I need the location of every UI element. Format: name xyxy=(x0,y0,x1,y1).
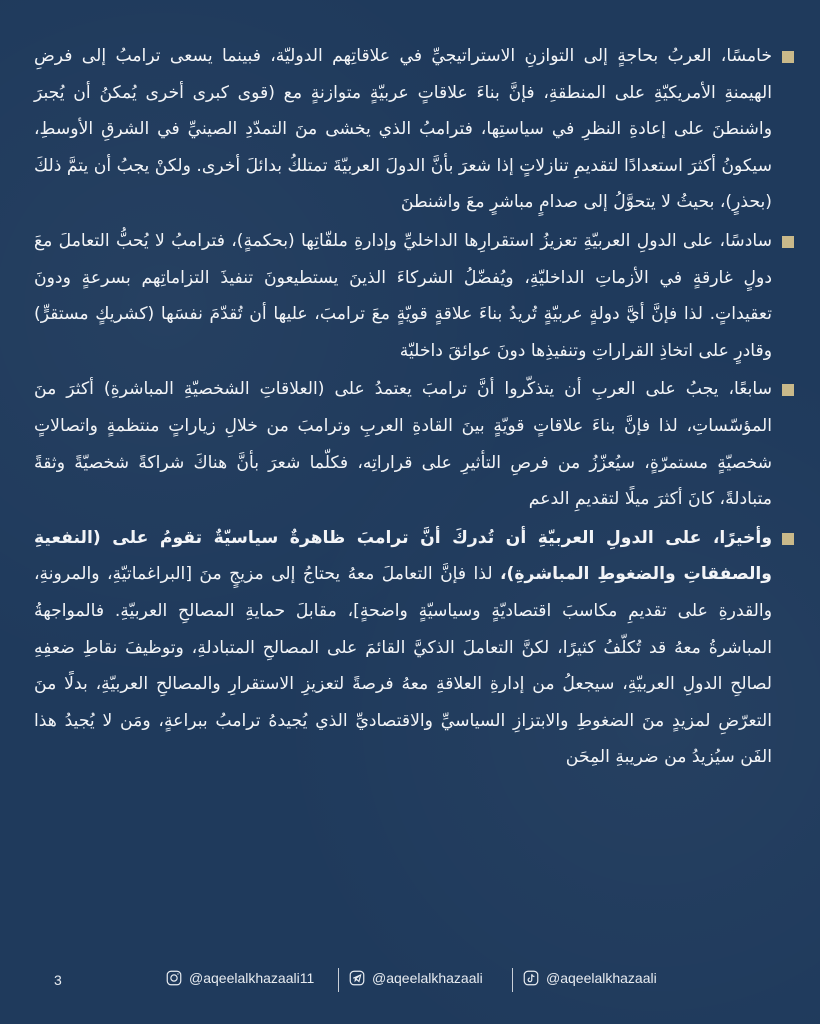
instagram-icon xyxy=(165,969,183,987)
paragraph-text: لذا فإنَّ التعاملَ معهُ يحتاجُ إلى مزيجٍ منَ [البراغماتيّةِ، والمرونةِ، والقدرةِ على تقديمِ مكاسبَ اقتصاديّةٍ وسياسيّةٍ واضحةٍ]، مقابلَ حمايةِ المصالحِ العربيّةِ. فالمواجهةُ المباشرةُ معهُ قد تُكلّفُ كثيرًا، لكنَّ التعاملَ الذكيَّ القائمَ على المصالحِ المتبادلةِ، وتوظيفَ نقاطِ ضعفِهِ لصالحِ الدولِ العربيّةِ، سيجعلُ من إدارةِ العلاقةِ معهُ فرصةً لتعزيزِ الاستقرارِ والمصالحِ العربيّةِ، بدلًا منَ التعرّضِ لمزيدٍ منَ الضغوطِ والابتزازِ السياسيِّ والاقتصاديِّ الذي يُجيدهُ ترامبُ ببراعةٍ، ومَن لا يُجيدُ هذا الفَن سيُزيدُ من ضريبةِ المِحَن xyxy=(34,564,772,768)
bullet-square-icon xyxy=(782,51,794,63)
paragraph-text: سادسًا، على الدولِ العربيّةِ تعزيزُ استقرارِها الداخليِّ وإدارةِ ملفّاتِها (بحكمةٍ)، فترامبُ لا يُحبُّ التعاملَ معَ دولٍ غارقةٍ في الأزماتِ الداخليّةِ، ويُفضّلُ الشركاءَ الذينَ يستطيعونَ تنفيذَ التزاماتِهم بسرعةٍ ودونَ تعقيداتٍ. لذا فإنَّ أيَّ دولةٍ عربيّةٍ تُريدُ بناءَ علاقةٍ قويّةٍ معَ ترامبَ، عليها أن تُقدّمَ نفسَها (كشريكٍ مستقرٍّ) وقادرٍ على اتخاذِ القراراتِ وتنفيذِها دونَ عوائقَ داخليّة xyxy=(34,230,772,361)
paragraph-text: سابعًا، يجبُ على العربِ أن يتذكّروا أنَّ ترامبَ يعتمدُ على (العلاقاتِ الشخصيّةِ المباشرةِ) أكثرَ منَ المؤسّساتِ، لذا فإنَّ بناءَ علاقاتٍ قويّةٍ بينَ القادةِ العربِ وترامبَ من خلالِ زياراتٍ منتظمةٍ واتصالاتٍ شخصيّةٍ مستمرّةٍ، سيُعزّزُ من فرصِ التأثيرِ على قراراتِه، فكلّما شعرَ بأنَّ هناكَ شراكةً شخصيّةً وثقةً متبادلةً، كانَ أكثرَ ميلًا لتقديمِ الدعم xyxy=(34,379,772,510)
paragraph-fifth xyxy=(34,38,794,221)
paragraph-seventh xyxy=(34,371,794,517)
telegram-handle-text: @aqeelalkhazaali xyxy=(372,970,483,986)
bullet-square-icon xyxy=(782,533,794,545)
article-body xyxy=(34,38,794,778)
telegram-icon xyxy=(348,969,366,987)
footer-divider xyxy=(512,968,513,992)
tiktok-handle-text: @aqeelalkhazaali xyxy=(546,970,657,986)
page-number: 3 xyxy=(54,972,62,988)
instagram-handle[interactable] xyxy=(165,969,314,987)
tiktok-icon xyxy=(522,969,540,987)
paragraph-text: خامسًا، العربُ بحاجةٍ إلى التوازنِ الاستراتيجيِّ في علاقاتِهم الدوليّة، فبينما يسعى ترامبُ إلى فرضِ الهيمنةِ الأمريكيّةِ على المنطقةِ، فإنَّ بناءَ علاقاتٍ عربيّةٍ متوازنةٍ مع (قوى كبرى أخرى يُمكنُ أن يُجبرَ واشنطنَ على إعادةِ النظرِ في سياستِها، فترامبُ الذي يخشى منَ التمدّدِ الصينيِّ في الشرقِ الأوسطِ، سيكونُ أكثرَ استعدادًا لتقديمِ تنازلاتٍ إذا شعرَ بأنَّ الدولَ العربيّةَ تمتلكُ بدائلَ أخرى. ولكنْ يجبُ أن يتمَّ ذلكَ (بحذرٍ)، بحيثُ لا يتحوَّلُ إلى صدامٍ مباشرٍ معَ واشنطنَ xyxy=(34,46,772,213)
tiktok-handle[interactable] xyxy=(522,969,657,987)
footer xyxy=(0,964,820,998)
instagram-handle-text: @aqeelalkhazaali11 xyxy=(189,970,315,986)
paragraph-sixth xyxy=(34,223,794,369)
paragraph-bold-text: وأخيرًا، على الدولِ العربيّةِ أن تُدركَ أنَّ ترامبَ ظاهرةٌ سياسيّةٌ تقومُ على (النفعيةِ والصفقاتِ والضغوطِ المباشرةِ)، xyxy=(34,527,772,585)
bullet-square-icon xyxy=(782,384,794,396)
paragraph-finally xyxy=(34,520,794,776)
bullet-square-icon xyxy=(782,236,794,248)
telegram-handle[interactable] xyxy=(348,969,483,987)
footer-divider xyxy=(338,968,339,992)
